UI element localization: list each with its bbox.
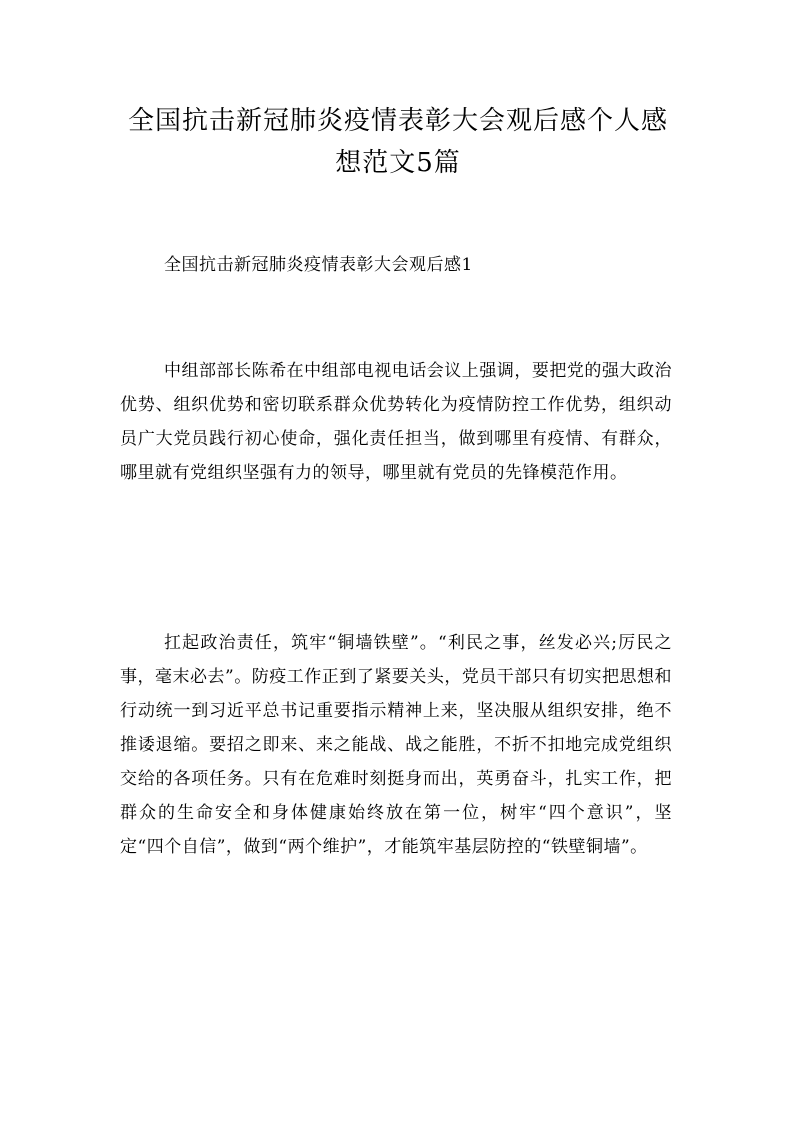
paragraph-2: 扛起政治责任，筑牢“铜墙铁壁”。“利民之事，丝发必兴;厉民之事，毫末必去”。防疫工作正到了紧要关头，党员干部只有切实把思想和行动统一到习近平总书记重要指示精神上来，坚决服从组织安排，绝不推诿退缩。要招之即来、来之能战、战之能胜，不折不扣地完成党组织交给的各项任务。只有在危难时刻挺身而出，英勇奋斗，扎实工作，把群众的生命安全和身体健康始终放在第一位，树牢“四个意识”，坚定“四个自信”，做到“两个维护”，才能筑牢基层防控的“铁壁铜墙”。 (120, 633, 672, 857)
section-heading: 全国抗击新冠肺炎疫情表彰大会观后感1 (164, 255, 473, 275)
document-title: 全国抗击新冠肺炎疫情表彰大会观后感个人感想范文5篇 (127, 106, 668, 178)
paragraph-1: 中组部部长陈希在中组部电视电话会议上强调，要把党的强大政治优势、组织优势和密切联系群众优势转化为疫情防控工作优势，组织动员广大党员践行初心使命，强化责任担当，做到哪里有疫情、有群众，哪里就有党组织坚强有力的领导，哪里就有党员的先锋模范作用。 (120, 361, 672, 483)
